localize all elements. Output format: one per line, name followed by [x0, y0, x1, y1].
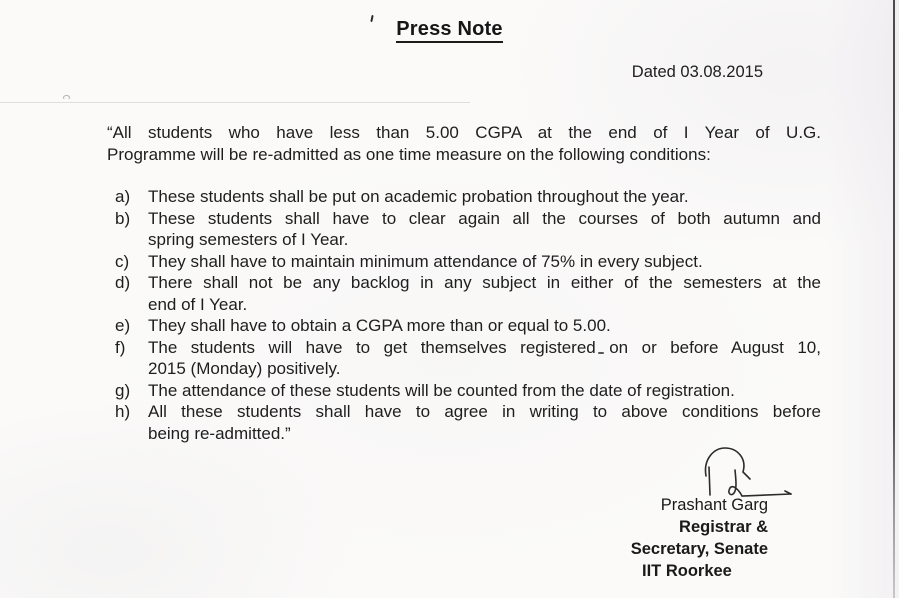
- item-label: d): [115, 273, 131, 292]
- intro-line: Programme will be re-admitted as one time measure on the following conditions:: [107, 144, 711, 164]
- list-item: [115, 272, 821, 315]
- scan-speck-artifact: [63, 95, 70, 100]
- scan-line-artifact: [0, 102, 470, 103]
- item-text: 2015 (Monday) positively.: [148, 359, 341, 378]
- item-label: a): [115, 187, 131, 206]
- item-text: All these students shall have to agree in writing to above conditions before: [148, 402, 821, 421]
- intro-line: “All students who have less than 5.00 CGPA at the end of I Year of U.G.: [107, 123, 821, 142]
- item-label: e): [115, 316, 131, 335]
- list-item: [115, 251, 821, 273]
- item-text: These students shall have to clear again all the courses of both autumn and: [148, 208, 821, 228]
- conditions-list: [115, 186, 821, 444]
- item-label: b): [115, 208, 131, 228]
- list-item: [115, 208, 821, 251]
- item-label: c): [115, 251, 130, 271]
- item-text: There shall not be any backlog in any subject in either of the semesters at the: [148, 273, 821, 292]
- list-item: [115, 401, 821, 444]
- page-title-text: Press Note: [396, 18, 503, 43]
- item-text: They shall have to maintain minimum attendance of 75% in every subject.: [148, 251, 703, 271]
- item-text: The attendance of these students will be counted from the date of registration.: [148, 380, 735, 400]
- signer-role-line: Secretary, Senate: [630, 540, 768, 558]
- intro-paragraph: [107, 122, 821, 165]
- item-label: h): [115, 402, 131, 421]
- signer-organization: IIT Roorkee: [642, 562, 732, 580]
- list-item: [115, 186, 821, 208]
- item-text: These students shall be put on academic probation throughout the year.: [148, 187, 689, 206]
- item-text: They shall have to obtain a CGPA more than or equal to 5.00.: [148, 316, 611, 335]
- signature-block: [615, 494, 768, 582]
- signature-icon: [698, 446, 798, 500]
- date-line: Dated 03.08.2015: [631, 63, 763, 81]
- signer-name: Prashant Garg: [660, 496, 768, 514]
- list-item: [115, 337, 821, 380]
- item-text: spring semesters of I Year.: [148, 230, 349, 249]
- item-text: being re-admitted.”: [148, 423, 291, 443]
- item-text: The students will have to get themselves registered on or before August 10,: [148, 337, 821, 357]
- item-label: f): [115, 337, 126, 357]
- item-label: g): [115, 380, 131, 400]
- page-title: [0, 18, 899, 41]
- list-item: [115, 380, 821, 402]
- signer-role-line: Registrar &: [679, 518, 768, 536]
- scan-edge-line: [893, 0, 895, 598]
- item-text: end of I Year.: [148, 294, 248, 314]
- list-item: [115, 315, 821, 337]
